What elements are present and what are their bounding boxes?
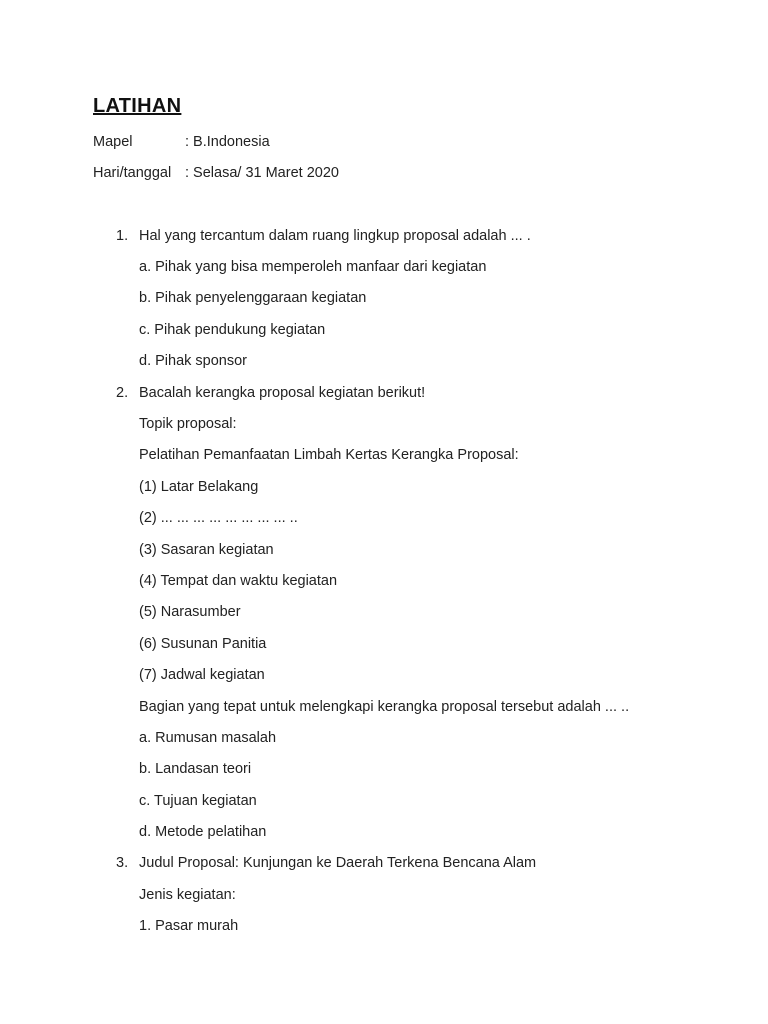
- answer-option: b. Pihak penyelenggaraan kegiatan: [139, 290, 367, 306]
- meta-row-subject: [93, 133, 270, 151]
- outline-item: (6) Susunan Panitia: [139, 636, 267, 652]
- question-text: Hal yang tercantum dalam ruang lingkup proposal adalah ... .: [139, 228, 531, 244]
- question-line: Topik proposal:: [139, 416, 237, 432]
- meta-value: : B.Indonesia: [185, 134, 270, 150]
- meta-label: Hari/tanggal: [93, 165, 172, 181]
- answer-option: d. Metode pelatihan: [139, 824, 267, 840]
- answer-option: c. Tujuan kegiatan: [139, 793, 257, 809]
- outline-item: (2) ... ... ... ... ... ... ... ... ..: [139, 510, 298, 526]
- answer-option: a. Rumusan masalah: [139, 730, 277, 746]
- outline-item: (5) Narasumber: [139, 604, 241, 620]
- outline-item: (4) Tempat dan waktu kegiatan: [139, 573, 338, 589]
- question-number: 1.: [116, 228, 129, 244]
- question-text: Judul Proposal: Kunjungan ke Daerah Terkena Bencana Alam: [139, 855, 537, 871]
- question-prompt: Bagian yang tepat untuk melengkapi kerangka proposal tersebut adalah ... ..: [139, 699, 630, 715]
- meta-value: : Selasa/ 31 Maret 2020: [185, 165, 339, 181]
- answer-option: c. Pihak pendukung kegiatan: [139, 322, 326, 338]
- question-text: Bacalah kerangka proposal kegiatan berikut!: [139, 385, 426, 401]
- answer-option: a. Pihak yang bisa memperoleh manfaar dari kegiatan: [139, 259, 487, 275]
- page-title: LATIHAN: [93, 95, 182, 117]
- answer-option: d. Pihak sponsor: [139, 353, 248, 369]
- question-number: 2.: [116, 385, 129, 401]
- meta-label: Mapel: [93, 134, 133, 150]
- outline-item: (3) Sasaran kegiatan: [139, 542, 274, 558]
- outline-item: (7) Jadwal kegiatan: [139, 667, 265, 683]
- meta-row-date: [93, 164, 339, 182]
- question-line: Pelatihan Pemanfaatan Limbah Kertas Kerangka Proposal:: [139, 447, 519, 463]
- question-line: Jenis kegiatan:: [139, 887, 236, 903]
- answer-option: b. Landasan teori: [139, 761, 252, 777]
- question-number: 3.: [116, 855, 129, 871]
- outline-item: (1) Latar Belakang: [139, 479, 259, 495]
- list-item: 1. Pasar murah: [139, 918, 239, 934]
